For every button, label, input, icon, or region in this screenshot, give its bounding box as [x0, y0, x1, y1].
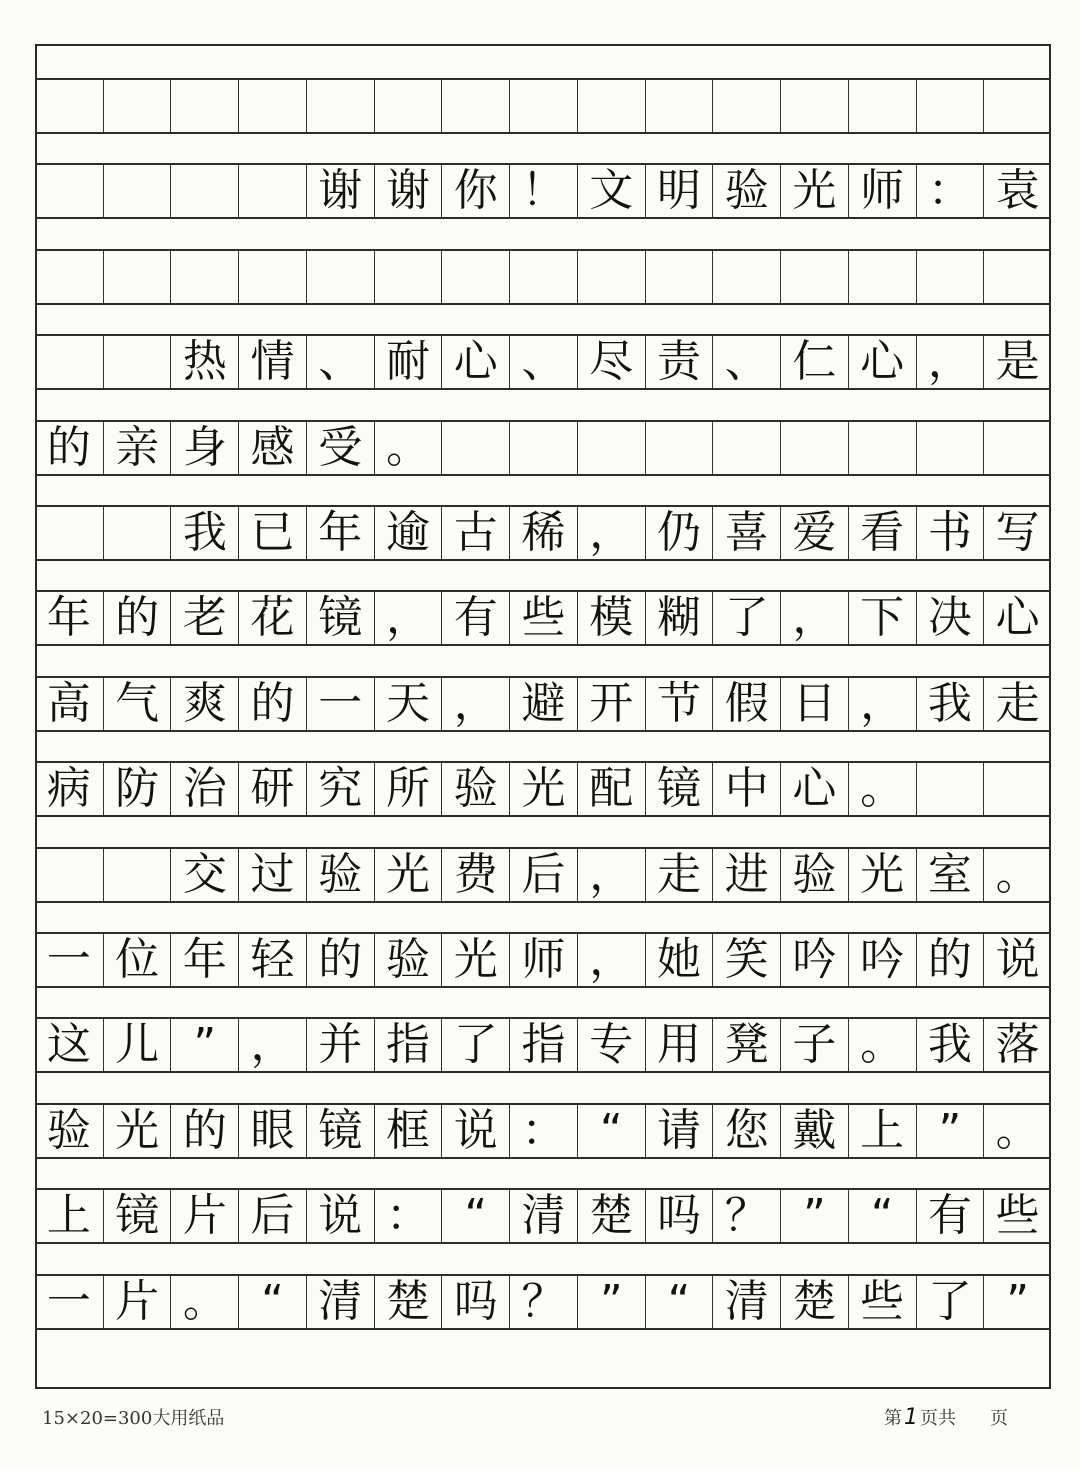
grid-row	[35, 1188, 1051, 1244]
grid-cell: 究	[306, 763, 374, 815]
grid-cell	[103, 507, 171, 559]
grid-cell: 清	[509, 1190, 577, 1242]
grid-cell: 请	[645, 1105, 713, 1157]
grid-cell: 片	[170, 1190, 238, 1242]
grid-row	[35, 676, 1051, 732]
grid-row	[35, 1103, 1051, 1159]
grid-cell: 楚	[374, 1276, 442, 1328]
grid-cell: 古	[441, 507, 509, 559]
grid-cell: 决	[916, 592, 984, 644]
grid-cell: ，	[916, 336, 984, 388]
grid-row	[35, 78, 1051, 134]
page-suffix: 页	[990, 1408, 1008, 1429]
grid-row	[35, 1017, 1051, 1073]
grid-cell: 片	[103, 1276, 171, 1328]
grid-cell: 受	[306, 422, 374, 474]
grid-cell	[103, 849, 171, 901]
grid-cell: 责	[645, 336, 713, 388]
grid-cell: 心	[983, 592, 1051, 644]
grid-cell: 了	[712, 592, 780, 644]
grid-cell: 研	[238, 763, 306, 815]
grid-cell: 验	[46, 1105, 91, 1156]
grid-cell: 的	[238, 678, 306, 730]
grid-cell: 明	[645, 165, 713, 217]
grid-cell: 指	[509, 1019, 577, 1071]
grid-cell: 验	[306, 849, 374, 901]
grid-cell: 。	[848, 763, 916, 815]
grid-cell: ”	[983, 1276, 1051, 1328]
grid-cell: 吟	[780, 934, 848, 986]
grid-cell: 光	[780, 165, 848, 217]
grid-cell: 镜	[306, 592, 374, 644]
grid-cell: 中	[712, 763, 780, 815]
grid-cell: 凳	[712, 1019, 780, 1071]
grid-cell: 光	[103, 1105, 171, 1157]
grid-cell: 看	[848, 507, 916, 559]
grid-cell: 走	[983, 678, 1051, 730]
grid-cell: 有	[916, 1190, 984, 1242]
grid-cell: 花	[238, 592, 306, 644]
grid-cell	[441, 251, 509, 303]
grid-cell	[103, 251, 171, 303]
grid-cell: ，	[374, 592, 442, 644]
grid-cell	[170, 80, 238, 132]
grid-cell	[645, 80, 713, 132]
grid-cell: ：	[374, 1190, 442, 1242]
grid-cell: 位	[103, 934, 171, 986]
grid-cell: 光	[848, 849, 916, 901]
grid-cell: 后	[238, 1190, 306, 1242]
grid-cell: 验	[374, 934, 442, 986]
grid-cell	[983, 763, 1051, 815]
grid-cell: 病	[46, 763, 91, 814]
grid-cell	[170, 165, 238, 217]
grid-cell: 节	[645, 678, 713, 730]
grid-cell: 年	[46, 592, 91, 643]
grid-cell: ，	[848, 678, 916, 730]
grid-cell: 防	[103, 763, 171, 815]
grid-cell: 子	[780, 1019, 848, 1071]
grid-cell: 师	[848, 165, 916, 217]
grid-cell: 避	[509, 678, 577, 730]
grid-cell	[577, 80, 645, 132]
grid-cell: 说	[983, 934, 1051, 986]
grid-cell	[441, 80, 509, 132]
grid-cell: 、	[509, 336, 577, 388]
grid-row	[35, 761, 1051, 817]
grid-row	[35, 932, 1051, 988]
grid-cell: “	[441, 1190, 509, 1242]
grid-cell: “	[645, 1276, 713, 1328]
grid-cell: 的	[103, 592, 171, 644]
grid-cell: “	[848, 1190, 916, 1242]
paper-spec-label: 15×20=300大用纸品	[42, 1408, 225, 1429]
grid-cell: 感	[238, 422, 306, 474]
grid-cell: ，	[577, 507, 645, 559]
grid-cell: 费	[441, 849, 509, 901]
grid-cell: 心	[848, 336, 916, 388]
grid-cell: 耐	[374, 336, 442, 388]
grid-cell: 是	[983, 336, 1051, 388]
grid-cell: 年	[306, 507, 374, 559]
grid-cell: 逾	[374, 507, 442, 559]
grid-cell: 了	[916, 1276, 984, 1328]
grid-cell: 的	[306, 934, 374, 986]
grid-cell: 袁	[983, 165, 1051, 217]
grid-cell: 假	[712, 678, 780, 730]
grid-cell: 光	[441, 934, 509, 986]
grid-cell: 镜	[645, 763, 713, 815]
grid-cell: 吗	[441, 1276, 509, 1328]
grid-cell: 笑	[712, 934, 780, 986]
grid-cell	[577, 422, 645, 474]
grid-cell: ，	[780, 592, 848, 644]
grid-row	[35, 334, 1051, 390]
grid-cell: 日	[780, 678, 848, 730]
grid-cell: 眼	[238, 1105, 306, 1157]
grid-cell	[780, 80, 848, 132]
grid-cell: 一	[46, 1276, 91, 1327]
grid-row	[35, 1274, 1051, 1330]
grid-row	[35, 505, 1051, 561]
grid-cell: 说	[441, 1105, 509, 1157]
grid-cell: 上	[848, 1105, 916, 1157]
grid-row	[35, 590, 1051, 646]
grid-cell	[780, 422, 848, 474]
grid-cell: 的	[916, 934, 984, 986]
grid-cell: 落	[983, 1019, 1051, 1071]
grid-cell: 些	[848, 1276, 916, 1328]
grid-cell: 了	[441, 1019, 509, 1071]
grid-cell: 配	[577, 763, 645, 815]
grid-cell	[712, 422, 780, 474]
grid-cell: ？	[509, 1276, 577, 1328]
grid-cell: 并	[306, 1019, 374, 1071]
grid-cell	[916, 80, 984, 132]
grid-cell: ，	[577, 849, 645, 901]
grid-cell	[645, 422, 713, 474]
grid-cell	[35, 507, 103, 559]
grid-cell: 后	[509, 849, 577, 901]
grid-cell: 天	[374, 678, 442, 730]
grid-cell: 。	[374, 422, 442, 474]
grid-cell: ”	[170, 1019, 238, 1071]
grid-cell: ，	[577, 934, 645, 986]
grid-cell	[509, 80, 577, 132]
grid-cell: 吗	[645, 1190, 713, 1242]
grid-cell: 书	[916, 507, 984, 559]
grid-cell: 儿	[103, 1019, 171, 1071]
page-number: 1	[904, 1405, 918, 1430]
grid-cell: ：	[916, 165, 984, 217]
grid-cell: 我	[916, 678, 984, 730]
grid-cell	[916, 763, 984, 815]
grid-cell: 进	[712, 849, 780, 901]
grid-cell: 这	[46, 1019, 91, 1070]
grid-cell: 一	[306, 678, 374, 730]
grid-cell: 清	[712, 1276, 780, 1328]
grid-cell: 热	[170, 336, 238, 388]
grid-cell: 清	[306, 1276, 374, 1328]
grid-cell: 说	[306, 1190, 374, 1242]
grid-cell: 一	[46, 934, 91, 985]
grid-cell: 上	[46, 1190, 91, 1241]
grid-cell: 谢	[306, 165, 374, 217]
grid-cell: 。	[170, 1276, 238, 1328]
grid-cell	[238, 251, 306, 303]
grid-cell: 仍	[645, 507, 713, 559]
grid-cell	[916, 422, 984, 474]
grid-cell: 楚	[577, 1190, 645, 1242]
grid-cell	[170, 251, 238, 303]
grid-cell: 我	[170, 507, 238, 559]
grid-cell: 。	[983, 849, 1051, 901]
grid-cell: 您	[712, 1105, 780, 1157]
grid-cell: 验	[441, 763, 509, 815]
grid-cell: 戴	[780, 1105, 848, 1157]
grid-cell: ，	[441, 678, 509, 730]
grid-cell: 验	[780, 849, 848, 901]
grid-cell: ”	[916, 1105, 984, 1157]
grid-cell: 文	[577, 165, 645, 217]
grid-cell: 专	[577, 1019, 645, 1071]
grid-cell	[103, 80, 171, 132]
grid-cell	[35, 251, 103, 303]
grid-cell: 些	[509, 592, 577, 644]
grid-cell: 楚	[780, 1276, 848, 1328]
grid-cell	[509, 251, 577, 303]
grid-cell	[441, 422, 509, 474]
grid-cell	[35, 336, 103, 388]
grid-cell: 师	[509, 934, 577, 986]
grid-cell	[645, 251, 713, 303]
grid-cell: 谢	[374, 165, 442, 217]
grid-cell: 稀	[509, 507, 577, 559]
grid-cell: 身	[170, 422, 238, 474]
grid-cell	[35, 80, 103, 132]
grid-cell: 老	[170, 592, 238, 644]
grid-cell	[848, 422, 916, 474]
grid-cell: 亲	[103, 422, 171, 474]
grid-cell: 她	[645, 934, 713, 986]
grid-cell: 镜	[306, 1105, 374, 1157]
grid-cell: 室	[916, 849, 984, 901]
grid-cell	[780, 251, 848, 303]
grid-cell: 、	[712, 336, 780, 388]
grid-cell: 尽	[577, 336, 645, 388]
grid-cell: 模	[577, 592, 645, 644]
grid-cell: ”	[780, 1190, 848, 1242]
grid-cell: 过	[238, 849, 306, 901]
grid-cell: 你	[441, 165, 509, 217]
grid-cell: 情	[238, 336, 306, 388]
grid-cell: “	[577, 1105, 645, 1157]
grid-cell: 光	[509, 763, 577, 815]
grid-cell: 治	[170, 763, 238, 815]
grid-cell: 所	[374, 763, 442, 815]
grid-cell: 框	[374, 1105, 442, 1157]
grid-cell	[35, 849, 103, 901]
grid-cell	[712, 80, 780, 132]
grid-cell	[983, 251, 1051, 303]
grid-cell	[374, 251, 442, 303]
grid-cell: 的	[170, 1105, 238, 1157]
grid-cell: ？	[712, 1190, 780, 1242]
grid-cell: 走	[645, 849, 713, 901]
grid-cell: 已	[238, 507, 306, 559]
grid-cell	[509, 422, 577, 474]
grid-cell	[238, 80, 306, 132]
grid-cell: 写	[983, 507, 1051, 559]
grid-cell: 我	[916, 1019, 984, 1071]
grid-cell: 光	[374, 849, 442, 901]
grid-cell: 的	[46, 422, 91, 473]
grid-cell: 交	[170, 849, 238, 901]
grid-cell	[848, 251, 916, 303]
grid-cell: 验	[712, 165, 780, 217]
grid-cell: 开	[577, 678, 645, 730]
grid-cell: 气	[103, 678, 171, 730]
grid-cell	[306, 80, 374, 132]
grid-cell	[916, 251, 984, 303]
grid-cell: 爽	[170, 678, 238, 730]
grid-cell	[983, 422, 1051, 474]
grid-row	[35, 249, 1051, 305]
grid-cell	[103, 165, 171, 217]
grid-cell	[374, 80, 442, 132]
grid-cell: 心	[780, 763, 848, 815]
grid-cell: 、	[306, 336, 374, 388]
grid-cell: 心	[441, 336, 509, 388]
grid-cell	[712, 251, 780, 303]
grid-cell	[35, 165, 103, 217]
grid-cell	[306, 251, 374, 303]
grid-cell: 糊	[645, 592, 713, 644]
page-number-label	[884, 1404, 1008, 1430]
grid-cell: ：	[509, 1105, 577, 1157]
grid-cell: 仁	[780, 336, 848, 388]
page-middle: 页共	[920, 1408, 956, 1429]
grid-row	[35, 847, 1051, 903]
grid-cell	[848, 80, 916, 132]
grid-cell: 吟	[848, 934, 916, 986]
grid-cell: 。	[983, 1105, 1051, 1157]
grid-cell: 年	[170, 934, 238, 986]
grid-cell	[983, 80, 1051, 132]
grid-cell: 有	[441, 592, 509, 644]
grid-cell: 指	[374, 1019, 442, 1071]
grid-cell	[577, 251, 645, 303]
grid-cell: ，	[238, 1019, 306, 1071]
grid-cell: 。	[848, 1019, 916, 1071]
grid-cell: 爱	[780, 507, 848, 559]
grid-row	[35, 420, 1051, 476]
grid-cell: “	[238, 1276, 306, 1328]
grid-cell: 高	[46, 678, 91, 729]
grid-cell: ”	[577, 1276, 645, 1328]
grid-cell	[103, 336, 171, 388]
page-prefix: 第	[884, 1408, 902, 1429]
grid-cell: ！	[509, 165, 577, 217]
grid-cell: 用	[645, 1019, 713, 1071]
grid-cell: 喜	[712, 507, 780, 559]
grid-cell: 下	[848, 592, 916, 644]
grid-cell: 镜	[103, 1190, 171, 1242]
grid-cell: 轻	[238, 934, 306, 986]
grid-cell	[238, 165, 306, 217]
grid-row	[35, 163, 1051, 219]
grid-cell: 些	[983, 1190, 1051, 1242]
